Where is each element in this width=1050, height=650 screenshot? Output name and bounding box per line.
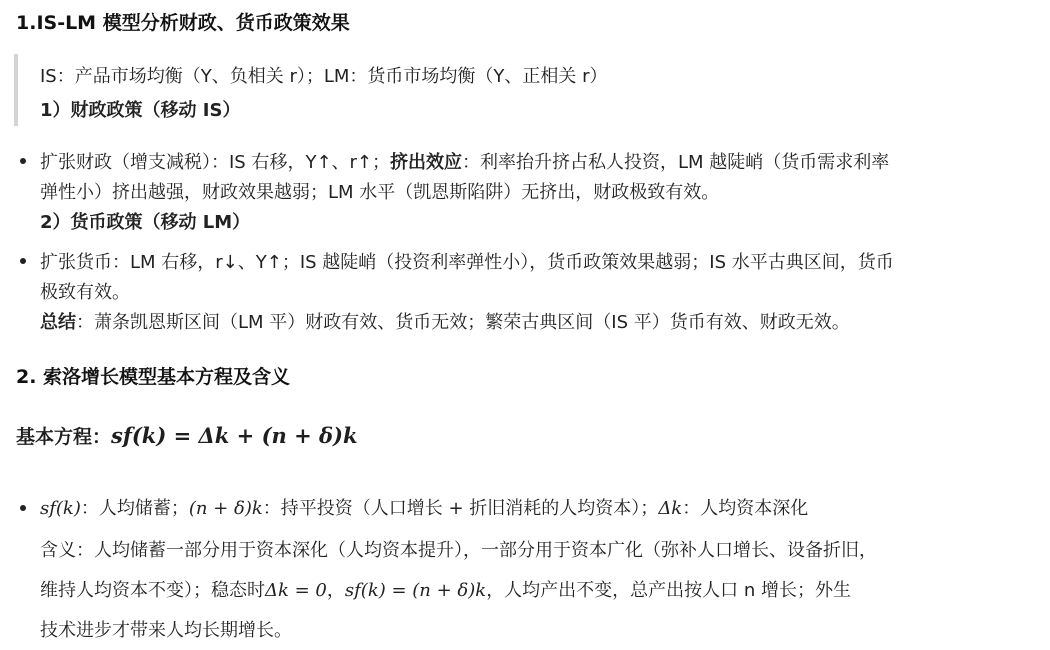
fiscal-bullet-line2: 弹性小）挤出越强，财政效果越弱；LM 水平（凯恩斯陷阱）无挤出，财政极致有效。 <box>40 182 720 203</box>
term-saving: sf(k) <box>40 498 81 519</box>
is-lm-definition: IS：产品市场均衡（Y、负相关 r）；LM：货币市场均衡（Y、正相关 r） <box>40 66 608 87</box>
section1-title: 1.IS-LM 模型分析财政、货币政策效果 <box>16 12 350 34</box>
equation-label: 基本方程： <box>16 426 112 448</box>
monetary-bullet-line2: 极致有效。 <box>40 282 130 303</box>
steady-state-equation: sf(k) = (n + δ)k <box>344 580 487 601</box>
solow-terms-line <box>40 494 808 520</box>
fiscal-bullet-line1 <box>40 148 889 174</box>
term-capital-deepening-desc: ：人均资本深化 <box>682 498 809 519</box>
monetary-policy-heading: 2）货币政策（移动 LM） <box>40 212 251 233</box>
fiscal-bullet-text-b: ：利率抬升挤占私人投资，LM 越陡峭（货币需求利率 <box>462 152 890 173</box>
fiscal-bullet-text-a: 扩张财政（增支减税）：IS 右移，Y↑、r↑； <box>40 152 391 173</box>
section2-title: 2. 索洛增长模型基本方程及含义 <box>16 366 291 388</box>
solow-equation-line <box>16 422 358 449</box>
bullet-dot <box>20 258 26 264</box>
crowding-out-term: 挤出效应 <box>390 152 463 173</box>
blockquote-bar <box>14 54 18 126</box>
solow-equation: sf(k) = Δk + (n + δ)k <box>111 423 358 448</box>
term-break-even-desc: ：持平投资（人口增长 + 折旧消耗的人均资本）； <box>262 498 659 519</box>
meaning-line1: 含义：人均储蓄一部分用于资本深化（人均资本提升），一部分用于资本广化（弥补人口增长、设备折旧， <box>40 540 877 561</box>
term-break-even: (n + δ)k <box>188 498 263 519</box>
meaning-text-b: ， <box>326 580 345 601</box>
fiscal-policy-heading: 1）财政政策（移动 IS） <box>40 100 241 121</box>
summary-label: 总结 <box>40 312 76 333</box>
bullet-dot <box>20 158 26 164</box>
summary-text: ：萧条凯恩斯区间（LM 平）财政有效、货币无效；繁荣古典区间（IS 平）货币有效、财政无效。 <box>76 312 850 333</box>
monetary-bullet-line1: 扩张货币：LM 右移，r↓、Y↑；IS 越陡峭（投资利率弹性小），货币政策效果越弱；IS 水平古典区间，货币 <box>40 252 894 273</box>
meaning-text-c: ，人均产出不变，总产出按人口 n 增长；外生 <box>486 580 852 601</box>
meaning-line2 <box>40 576 851 602</box>
summary-line <box>40 308 850 334</box>
bullet-dot <box>20 505 26 511</box>
steady-state-condition: Δk = 0 <box>265 580 327 601</box>
term-saving-desc: ：人均储蓄； <box>80 498 189 519</box>
meaning-text-a: 维持人均资本不变）；稳态时 <box>40 580 265 601</box>
term-capital-deepening: Δk <box>658 498 683 519</box>
meaning-line3: 技术进步才带来人均长期增长。 <box>40 620 292 641</box>
